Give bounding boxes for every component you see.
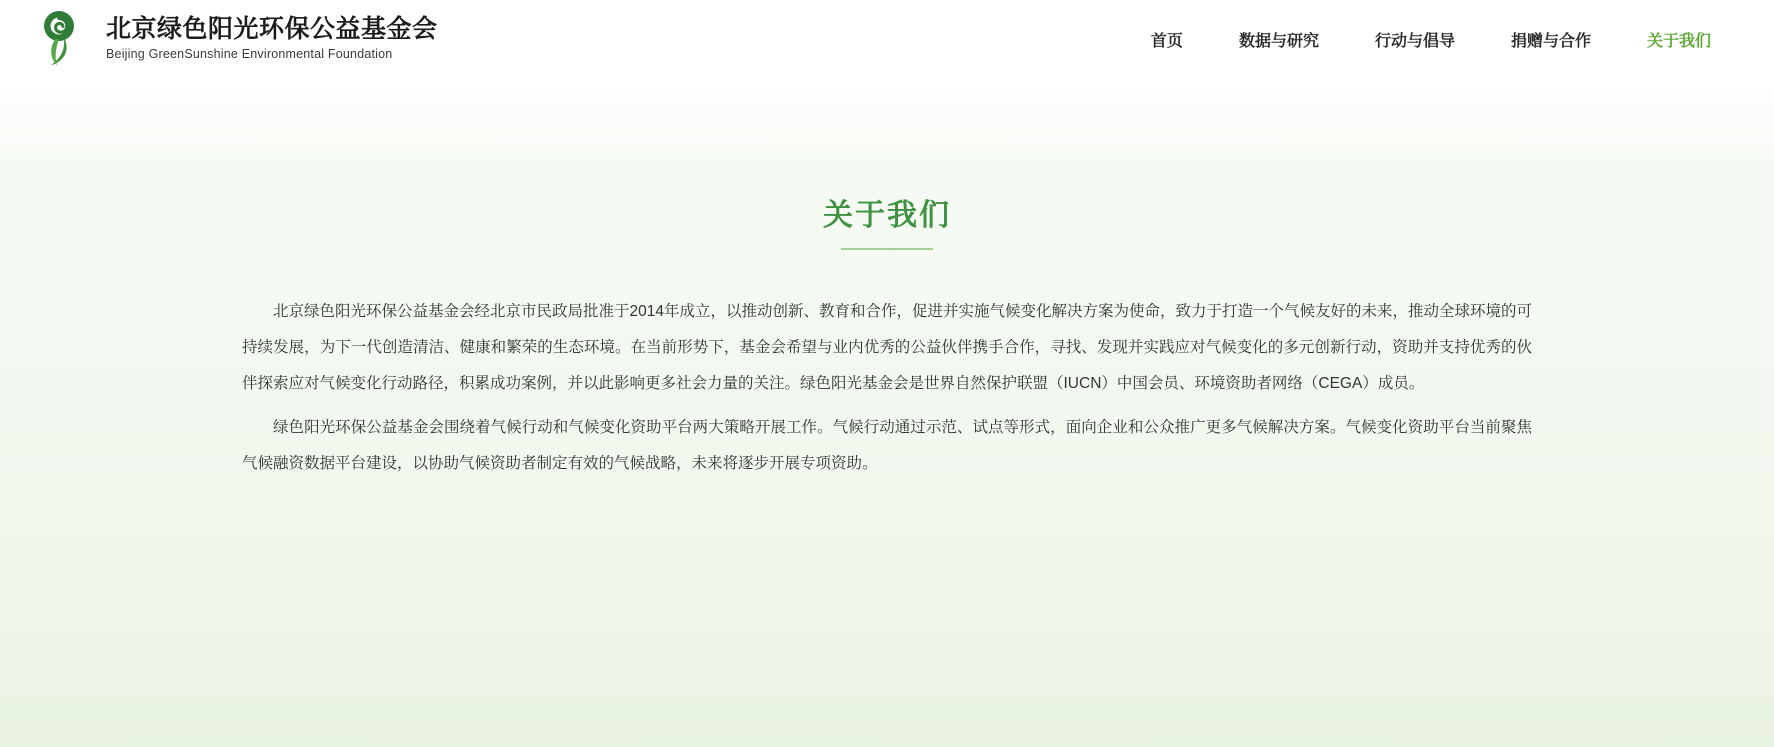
- nav-item-about-us[interactable]: 关于我们: [1646, 32, 1711, 50]
- page-title: 关于我们: [823, 199, 951, 232]
- about-paragraph-1: 北京绿色阳光环保公益基金会经北京市民政局批准于2014年成立，以推动创新、教育和合作，促进并实施气候变化解决方案为使命，致力于打造一个气候友好的未来，推动全球环境的可持续发展，为下一代创造清洁、健康和繁荣的生态环境。在当前形势下，基金会希望与业内优秀的公益伙伴携手合作，寻找、发现并实践应对气候变化的多元创新行动，资助并支持优秀的伙伴探索应对气候变化行动路径，积累成功案例，并以此影响更多社会力量的关注。绿色阳光基金会是世界自然保护联盟（IUCN）中国会员、环境资助者网络（CEGA）成员。: [242, 303, 1532, 392]
- page-title-block: [0, 190, 1774, 250]
- about-article: [242, 294, 1532, 482]
- nav-item-action-advocacy[interactable]: 行动与倡导: [1374, 32, 1455, 50]
- nav-item-home[interactable]: 首页: [1150, 32, 1183, 50]
- main-content: [0, 78, 1774, 482]
- nav-item-data-research[interactable]: 数据与研究: [1238, 32, 1319, 50]
- green-sunshine-leaf-logo-icon: [38, 9, 94, 69]
- about-paragraph-2: 绿色阳光环保公益基金会围绕着气候行动和气候变化资助平台两大策略开展工作。气候行动通过示范、试点等形式，面向企业和公众推广更多气候解决方案。气候变化资助平台当前聚焦气候融资数据平台建设，以协助气候资助者制定有效的气候战略，未来将逐步开展专项资助。: [242, 418, 1532, 472]
- brand-name-cn: 北京绿色阳光环保公益基金会: [106, 14, 438, 43]
- brand-text: [106, 16, 438, 62]
- brand[interactable]: [38, 9, 438, 69]
- title-underline-divider: [841, 248, 933, 250]
- brand-name-en: Beijing GreenSunshine Environmental Foundation: [106, 47, 393, 62]
- site-header: [0, 0, 1774, 78]
- nav-item-donation-cooperation[interactable]: 捐赠与合作: [1510, 32, 1591, 50]
- primary-nav: [1151, 28, 1736, 51]
